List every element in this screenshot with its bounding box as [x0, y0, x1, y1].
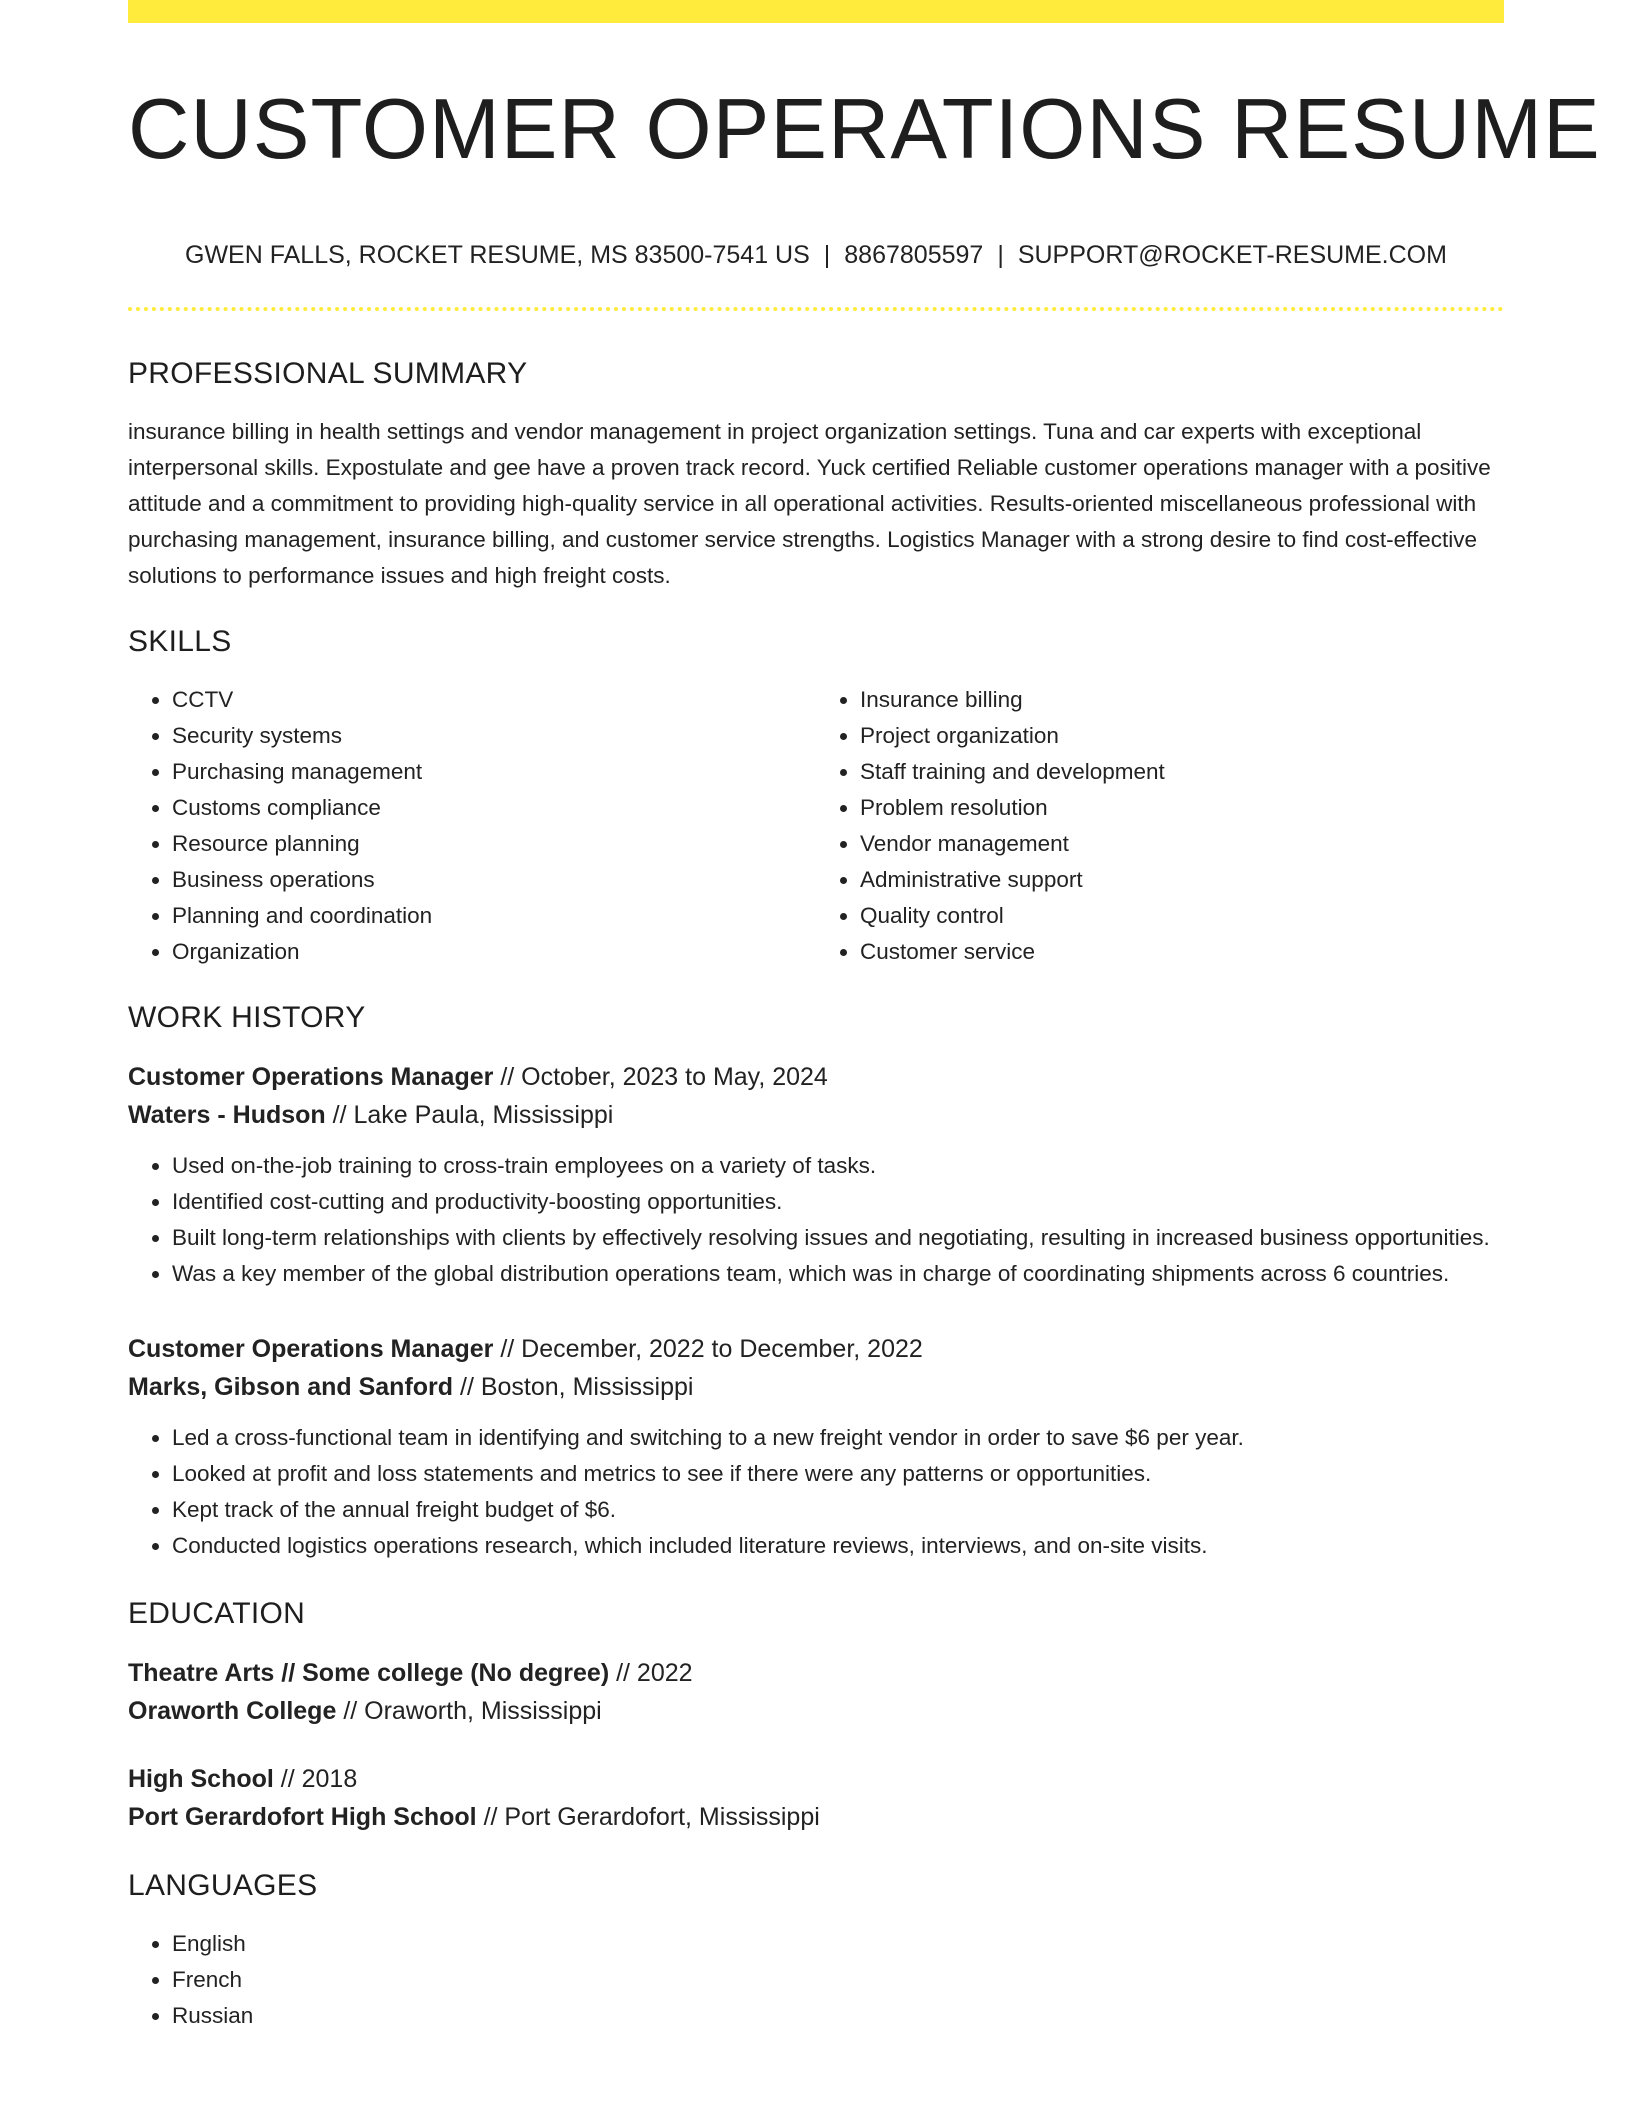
- skill-item: • Vendor management: [860, 826, 1504, 862]
- skill-item: • Quality control: [860, 898, 1504, 934]
- skills-right-list: [816, 682, 1504, 970]
- contact-separator: |: [823, 241, 831, 269]
- education-degree: Theatre Arts // Some college (No degree): [128, 1659, 610, 1687]
- education-school-line: [128, 1692, 1504, 1730]
- job-bullet: • Led a cross-functional team in identifying and switching to a new freight vendor in order to save $6 per year.: [172, 1420, 1504, 1456]
- skill-item: • Business operations: [172, 862, 816, 898]
- education-entry: [128, 1654, 1504, 1730]
- skill-item: • Project organization: [860, 718, 1504, 754]
- languages-list: [128, 1926, 1504, 2034]
- language-item: • Russian: [172, 1998, 1504, 2034]
- education-entry: [128, 1760, 1504, 1836]
- skills-heading: SKILLS: [128, 625, 232, 658]
- job-entry: [128, 1330, 1504, 1564]
- skill-item: • Planning and coordination: [172, 898, 816, 934]
- skills-left-list: [128, 682, 816, 970]
- language-item: • French: [172, 1962, 1504, 1998]
- education-location: // Port Gerardofort, Mississippi: [483, 1803, 820, 1831]
- language-item: • English: [172, 1926, 1504, 1962]
- work-history-heading: WORK HISTORY: [128, 1001, 366, 1034]
- education-degree: High School: [128, 1765, 274, 1793]
- education-school-line: [128, 1798, 1504, 1836]
- job-location: // Lake Paula, Mississippi: [332, 1101, 614, 1129]
- accent-bar: [128, 0, 1504, 23]
- job-dates: // December, 2022 to December, 2022: [500, 1335, 923, 1363]
- job-entry: [128, 1058, 1504, 1292]
- education-degree-line: [128, 1760, 1504, 1798]
- contact-separator: |: [997, 241, 1004, 269]
- job-bullet: • Conducted logistics operations research, which included literature reviews, interviews, and on-site visits.: [172, 1528, 1504, 1564]
- skill-item: • Resource planning: [172, 826, 816, 862]
- summary-heading: PROFESSIONAL SUMMARY: [128, 357, 528, 390]
- job-bullets: [128, 1148, 1504, 1292]
- dotted-divider: [128, 307, 1504, 311]
- skill-item: • Staff training and development: [860, 754, 1504, 790]
- resume-content: [128, 350, 1504, 2034]
- skill-item: • Purchasing management: [172, 754, 816, 790]
- job-bullets: [128, 1420, 1504, 1564]
- education-location: // Oraworth, Mississippi: [343, 1697, 602, 1725]
- skill-item: • Insurance billing: [860, 682, 1504, 718]
- job-bullet: • Looked at profit and loss statements and metrics to see if there were any patterns or opportunities.: [172, 1456, 1504, 1492]
- education-school: Port Gerardofort High School: [128, 1803, 477, 1831]
- resume-title: CUSTOMER OPERATIONS RESUME: [128, 82, 1601, 177]
- job-title: Customer Operations Manager: [128, 1335, 494, 1363]
- job-company: Waters - Hudson: [128, 1101, 326, 1129]
- job-title: Customer Operations Manager: [128, 1063, 494, 1091]
- job-bullet: • Built long-term relationships with clients by effectively resolving issues and negotiating, resulting in increased business opportunities.: [172, 1220, 1504, 1256]
- job-title-line: [128, 1330, 1504, 1368]
- skill-item: • Customer service: [860, 934, 1504, 970]
- skill-item: • CCTV: [172, 682, 816, 718]
- education-section: [128, 1590, 1504, 1836]
- job-company: Marks, Gibson and Sanford: [128, 1373, 454, 1401]
- job-dates: // October, 2023 to May, 2024: [500, 1063, 828, 1091]
- contact-phone: 8867805597: [844, 241, 984, 269]
- skills-section: [128, 618, 1504, 970]
- skills-columns: [128, 682, 1504, 970]
- job-title-line: [128, 1058, 1504, 1096]
- job-bullet: • Used on-the-job training to cross-train employees on a variety of tasks.: [172, 1148, 1504, 1184]
- contact-email: SUPPORT@ROCKET-RESUME.COM: [1017, 241, 1447, 269]
- job-company-line: [128, 1368, 1504, 1406]
- job-company-line: [128, 1096, 1504, 1134]
- contact-line: [128, 238, 1504, 272]
- skill-item: • Problem resolution: [860, 790, 1504, 826]
- summary-text: insurance billing in health settings and vendor management in project organization settings. Tuna and car experts with exceptional interpersonal skills. Expostulate and gee have a proven track record. Yuck certified Reliable customer operations manager with a positive attitude and a commitment to providing high-quality service in all operational activities. Results-oriented miscellaneous professional with purchasing management, insurance billing, and customer service strengths. Logistics Manager with a strong desire to find cost-effective solutions to performance issues and high freight costs.: [128, 419, 1491, 588]
- work-history-section: [128, 994, 1504, 1564]
- education-degree-line: [128, 1654, 1504, 1692]
- skill-item: • Organization: [172, 934, 816, 970]
- job-bullet: • Identified cost-cutting and productivity-boosting opportunities.: [172, 1184, 1504, 1220]
- skill-item: • Administrative support: [860, 862, 1504, 898]
- job-bullet: • Kept track of the annual freight budget of $6.: [172, 1492, 1504, 1528]
- education-year: // 2018: [280, 1765, 358, 1793]
- job-bullet: • Was a key member of the global distribution operations team, which was in charge of coordinating shipments across 6 countries.: [172, 1256, 1504, 1292]
- education-heading: EDUCATION: [128, 1597, 306, 1630]
- languages-section: [128, 1862, 1504, 2034]
- job-location: // Boston, Mississippi: [460, 1373, 694, 1401]
- education-school: Oraworth College: [128, 1697, 337, 1725]
- skill-item: • Customs compliance: [172, 790, 816, 826]
- summary-section: [128, 350, 1504, 594]
- contact-address: GWEN FALLS, ROCKET RESUME, MS 83500-7541 US: [185, 241, 810, 269]
- languages-heading: LANGUAGES: [128, 1869, 318, 1902]
- education-year: // 2022: [616, 1659, 693, 1687]
- skill-item: • Security systems: [172, 718, 816, 754]
